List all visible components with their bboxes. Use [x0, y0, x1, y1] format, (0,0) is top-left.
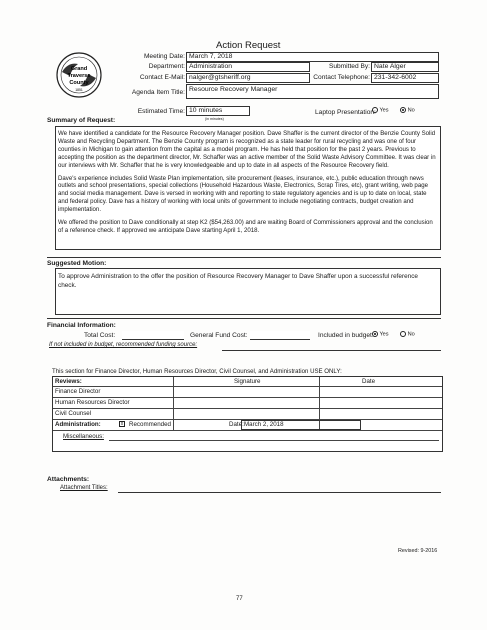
recommended-checkbox[interactable]: x — [120, 421, 124, 427]
meeting-date-label: Meeting Date: — [143, 53, 185, 60]
agenda-item-field[interactable]: Resource Recovery Manager — [186, 84, 439, 99]
admin-date-label: Date: — [229, 421, 244, 428]
reviews-label: Reviews: — [55, 378, 82, 385]
suggested-motion-box[interactable] — [55, 268, 441, 315]
estimated-time-hint: (in minutes) — [205, 117, 224, 121]
review-row-finance-director: Finance Director — [55, 388, 101, 395]
county-seal — [56, 52, 102, 98]
revised-date: Revised: 9-2016 — [398, 548, 438, 554]
page-number: 77 — [236, 596, 243, 602]
total-cost-field[interactable] — [122, 331, 184, 340]
financial-divider — [47, 318, 441, 319]
budget-yes-label: Yes — [379, 331, 389, 338]
recommended-label: Recommended — [129, 421, 171, 428]
budget-yes-radio[interactable] — [372, 331, 378, 337]
agenda-item-label: Agenda Item Title: — [131, 89, 185, 96]
contact-email-field[interactable]: nalger@gtsheriff.org — [186, 73, 310, 83]
general-fund-cost-label: General Fund Cost: — [190, 332, 248, 339]
laptop-yes-radio[interactable] — [372, 107, 378, 113]
contact-phone-label: Contact Telephone: — [313, 74, 370, 81]
contact-email-label: Contact E-Mail: — [139, 74, 185, 81]
submitted-by-field[interactable]: Nate Alger — [371, 62, 439, 72]
seal-text-3: County — [69, 80, 89, 86]
administration-label: Administration: — [55, 421, 101, 428]
signature-header: Signature — [234, 378, 261, 385]
review-hline-5 — [53, 430, 442, 431]
funding-source-line — [222, 350, 441, 351]
attachment-titles-label: Attachment Titles: — [60, 485, 108, 491]
financial-heading: Financial Information: — [47, 322, 116, 329]
motion-divider — [47, 257, 441, 258]
included-in-budget-label: Included in budget: — [318, 332, 374, 339]
funding-source-label: If not included in budget, recommended funding source: — [49, 342, 198, 348]
suggested-motion-heading: Suggested Motion: — [47, 260, 107, 267]
miscellaneous-label: Miscellaneous: — [63, 433, 104, 440]
laptop-no-label: No — [407, 107, 415, 114]
laptop-presentation-label: Laptop Presentation: — [315, 109, 376, 116]
review-row-civil-counsel: Civil Counsel — [55, 410, 92, 417]
estimated-time-field[interactable]: 10 minutes — [186, 106, 250, 116]
laptop-yes-option[interactable] — [372, 107, 389, 113]
meeting-date-field[interactable]: March 7, 2018 — [186, 52, 439, 62]
estimated-time-label: Estimated Time: — [137, 108, 185, 115]
review-hline-1 — [53, 386, 442, 387]
summary-box[interactable] — [55, 126, 441, 250]
submitted-by-label: Submitted By: — [328, 63, 370, 70]
misc-line — [109, 440, 439, 441]
budget-yes-option[interactable] — [372, 331, 389, 337]
county-seal-graphic — [56, 52, 102, 98]
review-hline-2 — [53, 397, 442, 398]
seal-text-4: 1851 — [75, 88, 83, 92]
attachments-heading: Attachments: — [47, 476, 90, 483]
laptop-yes-label: Yes — [379, 107, 389, 114]
general-fund-cost-field[interactable] — [250, 331, 310, 340]
total-cost-label: Total Cost: — [84, 332, 116, 339]
summary-heading: Summary of Request: — [47, 117, 116, 124]
seal-text-2: Traverse — [67, 73, 91, 79]
summary-paragraph-2: Dave's experience includes Solid Waste Plan implementation, site procurement (leases, insurance, etc.), public education through news outlets and school presentations, special collections (Household Hazardous Waste, Electronics, Scrap Tires, etc), grant writing, web page and social media management. Dave is versed in working with and reporting to state regulatory agencies and is up to date on local, state and federal policy. Dave has a history of working with local units of government to include negotiating contracts, budget creation and implementation. — [58, 174, 428, 214]
seal-text-1: Grand — [70, 66, 88, 72]
budget-no-option[interactable] — [400, 331, 415, 337]
review-notice: This section for Finance Director, Human Resources Director, Civil Counsel, and Administration USE ONLY: — [52, 368, 342, 375]
review-table — [52, 376, 443, 452]
department-label: Department: — [148, 63, 185, 70]
summary-paragraph-1: We have identified a candidate for the Resource Recovery Manager position. Dave Shaffer is the current director of the Benzie County Solid Waste and Recycling Department. The Benzie County program is recognized as a state leader for rural recycling and was one of four counties in Michigan to gain attention from the capital as a model program. He has held that position for the past 2 years. Previous to accepting the position as the department director, Mr. Schaffer was an active member of the Solid Waste Advisory Committee. It was clear in our interviews with Mr. Schaffer that he is very knowledgeable and up to date in all aspects of the Resource Recovery field. — [58, 130, 436, 169]
department-field[interactable]: Administration — [186, 62, 310, 72]
admin-date-field[interactable]: March 2, 2018 — [241, 420, 361, 430]
summary-paragraph-3: We offered the position to Dave conditionally at step K2 ($54,263.00) and are waiting Board of Commissioners approval and the conclusion of a reference check. If approved we anticipate Dave starting April 1, 2018. — [58, 219, 433, 234]
suggested-motion-text: To approve Administration to the offer the position of Resource Recovery Manager to Dave Shaffer upon a successful reference check. — [58, 273, 418, 289]
review-row-hr-director: Human Resources Director — [55, 399, 130, 406]
attachment-titles-line — [118, 492, 441, 493]
budget-no-label: No — [407, 331, 415, 338]
laptop-no-radio[interactable] — [400, 107, 406, 113]
budget-no-radio[interactable] — [400, 331, 406, 337]
laptop-no-option[interactable] — [400, 107, 415, 113]
date-header: Date — [362, 378, 376, 385]
contact-phone-field[interactable]: 231-342-6002 — [371, 73, 439, 83]
review-hline-3 — [53, 408, 442, 409]
form-title: Action Request — [216, 40, 281, 51]
